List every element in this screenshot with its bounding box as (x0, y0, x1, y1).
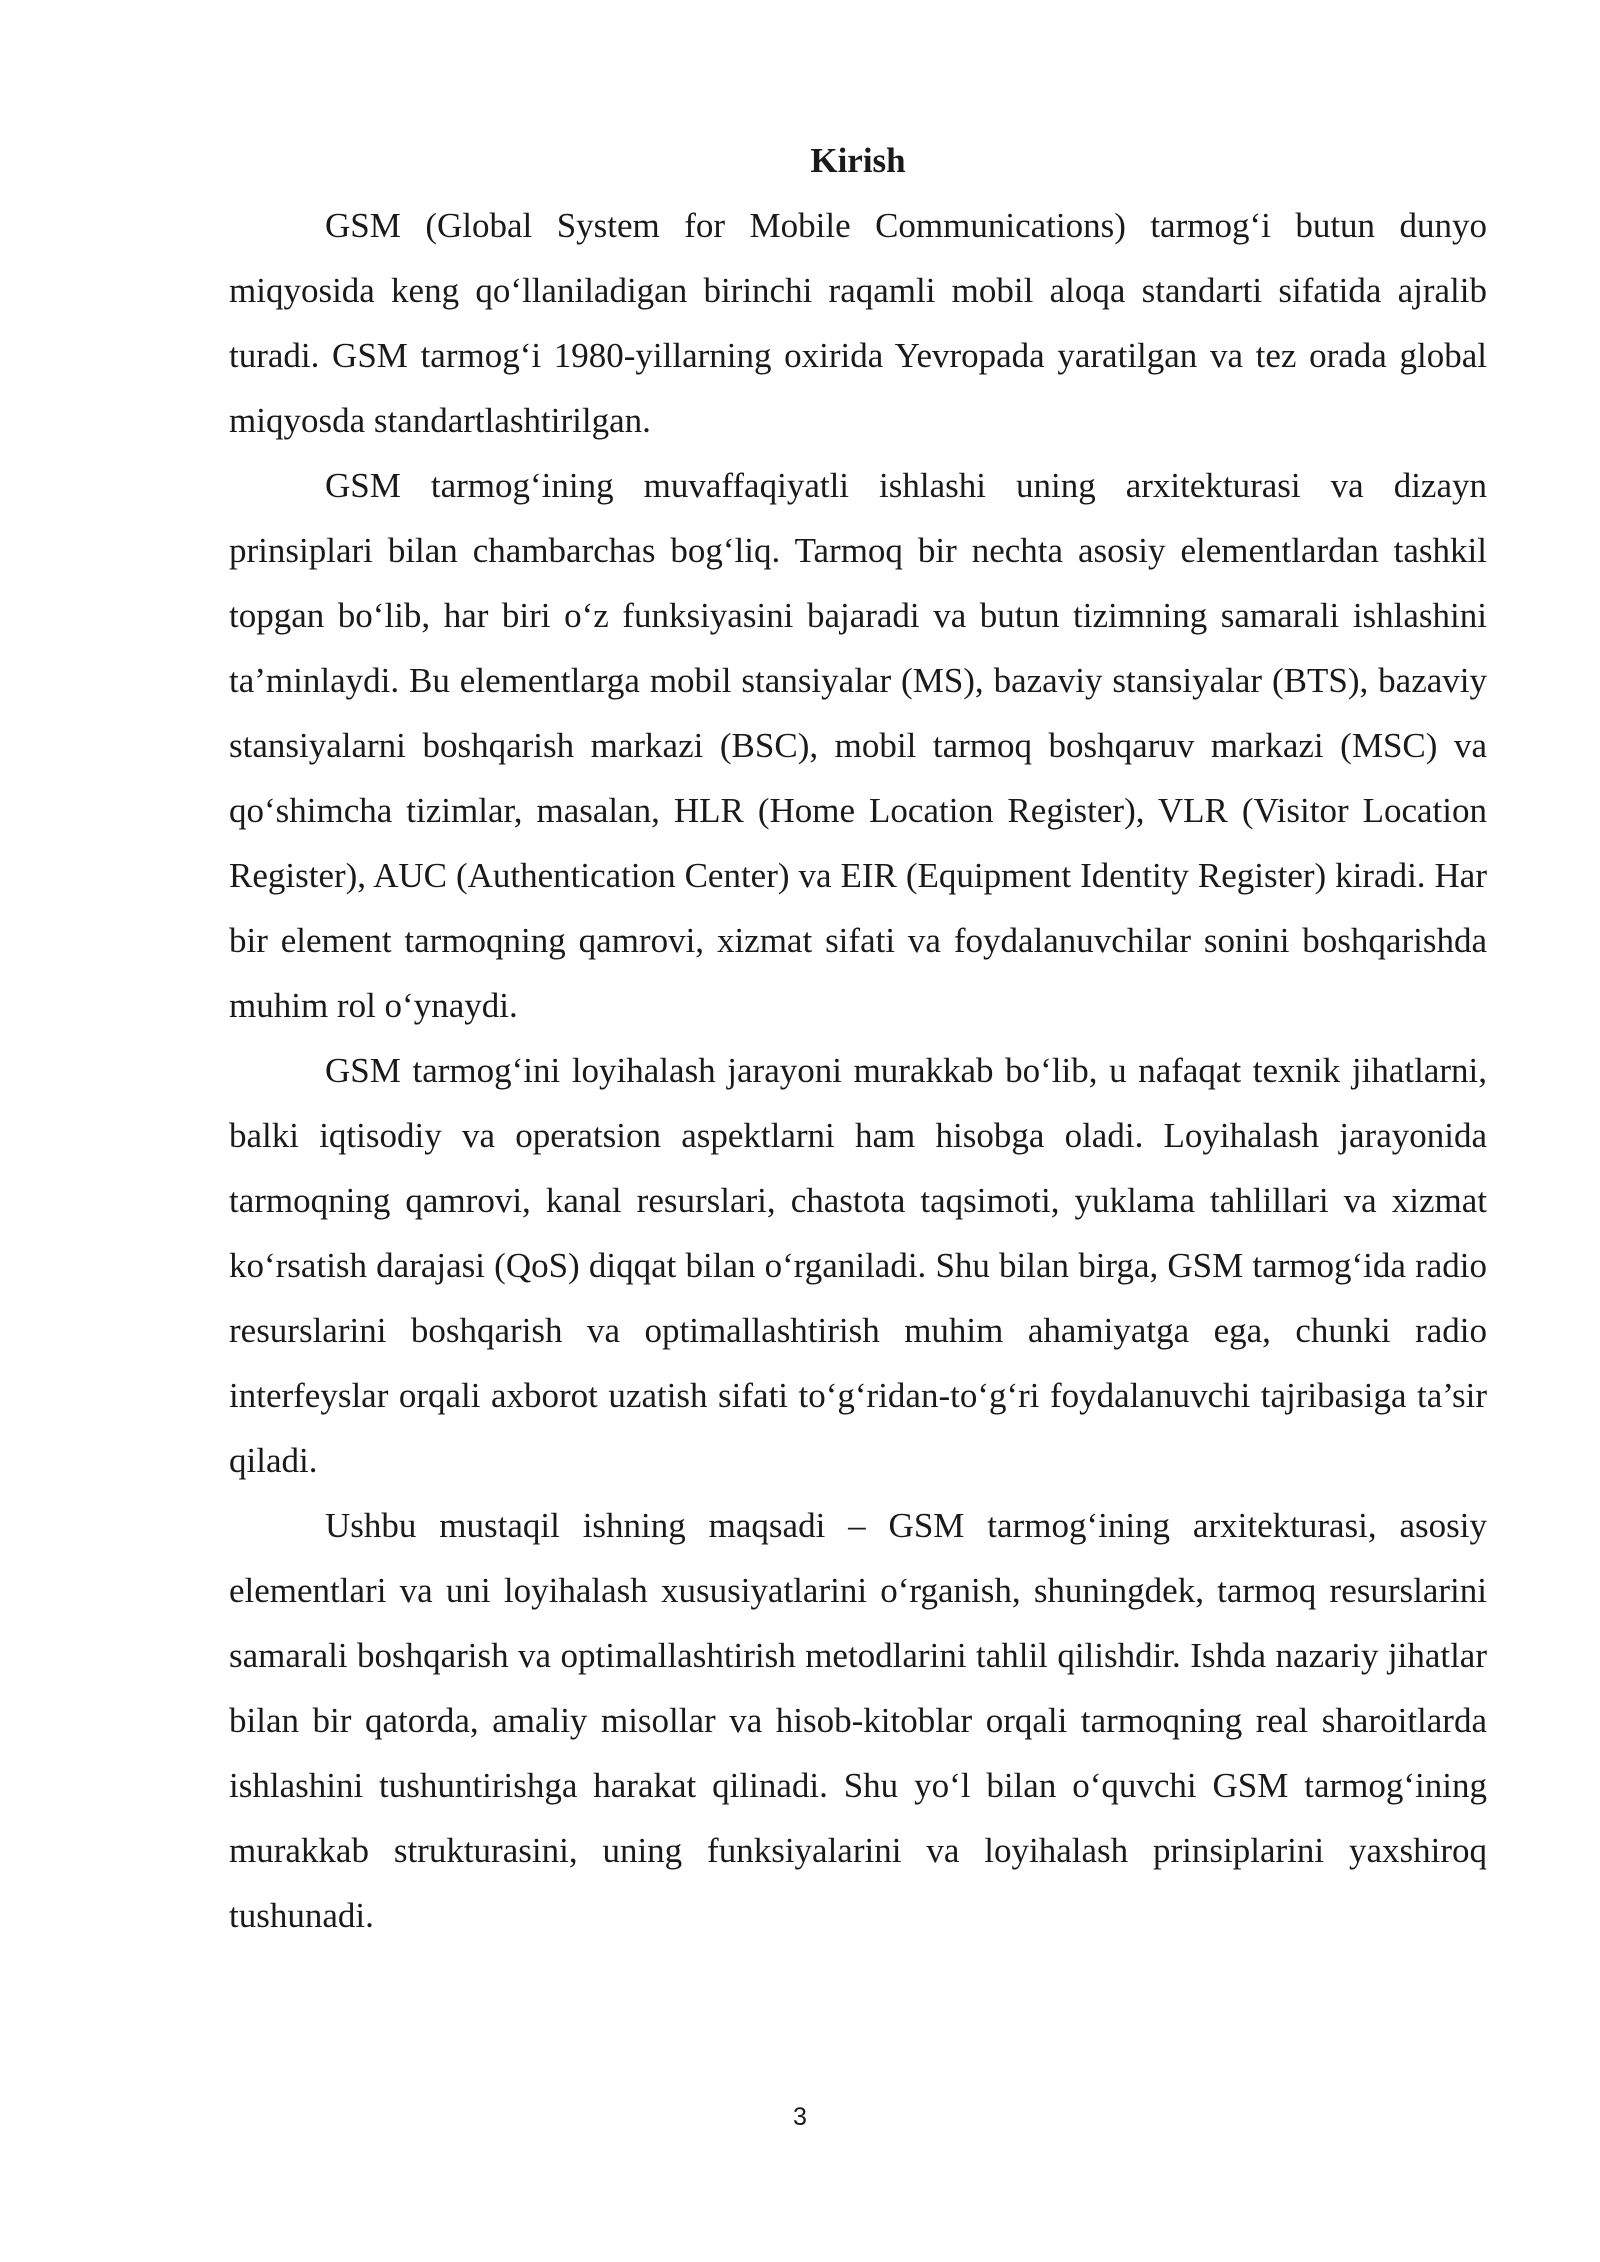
section-title: Kirish (810, 141, 906, 180)
paragraph-4: Ushbu mustaqil ishning maqsadi – GSM tarmog‘ining arxitekturasi, asosiy elementlari va uni loyihalash xususiyatlarini o‘rganish, shuningdek, tarmoq resurslarini samarali boshqarish va optimallashtirish metodlarini tahlil qilishdir. Ishda nazariy jihatlar bilan bir qatorda, amaliy misollar va hisob-kitoblar orqali tarmoqning real sharoitlarda ishlashini tushuntirishga harakat qilinadi. Shu yo‘l bilan o‘quvchi GSM tarmog‘ining murakkab strukturasini, uning funksiyalarini va loyihalash prinsiplarini yaxshiroq tushunadi. (229, 1506, 1487, 1935)
page-content (229, 128, 1487, 1948)
page-number: 3 (793, 2103, 807, 2131)
paragraph-1: GSM (Global System for Mobile Communications) tarmog‘i butun dunyo miqyosida keng qo‘llaniladigan birinchi raqamli mobil aloqa standarti sifatida ajralib turadi. GSM tarmog‘i 1980-yillarning oxirida Yevropada yaratilgan va tez orada global miqyosda standartlashtirilgan. (229, 206, 1487, 440)
paragraph-3: GSM tarmog‘ini loyihalash jarayoni murakkab bo‘lib, u nafaqat texnik jihatlarni, balki iqtisodiy va operatsion aspektlarni ham hisobga oladi. Loyihalash jarayonida tarmoqning qamrovi, kanal resurslari, chastota taqsimoti, yuklama tahlillari va xizmat ko‘rsatish darajasi (QoS) diqqat bilan o‘rganiladi. Shu bilan birga, GSM tarmog‘ida radio resurslarini boshqarish va optimallashtirish muhim ahamiyatga ega, chunki radio interfeyslar orqali axborot uzatish sifati to‘g‘ridan-to‘g‘ri foydalanuvchi tajribasiga ta’sir qiladi. (229, 1051, 1487, 1480)
paragraph-2: GSM tarmog‘ining muvaffaqiyatli ishlashi uning arxitekturasi va dizayn prinsiplari bilan chambarchas bog‘liq. Tarmoq bir nechta asosiy elementlardan tashkil topgan bo‘lib, har biri o‘z funksiyasini bajaradi va butun tizimning samarali ishlashini ta’minlaydi. Bu elementlarga mobil stansiyalar (MS), bazaviy stansiyalar (BTS), bazaviy stansiyalarni boshqarish markazi (BSC), mobil tarmoq boshqaruv markazi (MSC) va qo‘shimcha tizimlar, masalan, HLR (Home Location Register), VLR (Visitor Location Register), AUC (Authentication Center) va EIR (Equipment Identity Register) kiradi. Har bir element tarmoqning qamrovi, xizmat sifati va foydalanuvchilar sonini boshqarishda muhim rol o‘ynaydi. (229, 466, 1487, 1025)
